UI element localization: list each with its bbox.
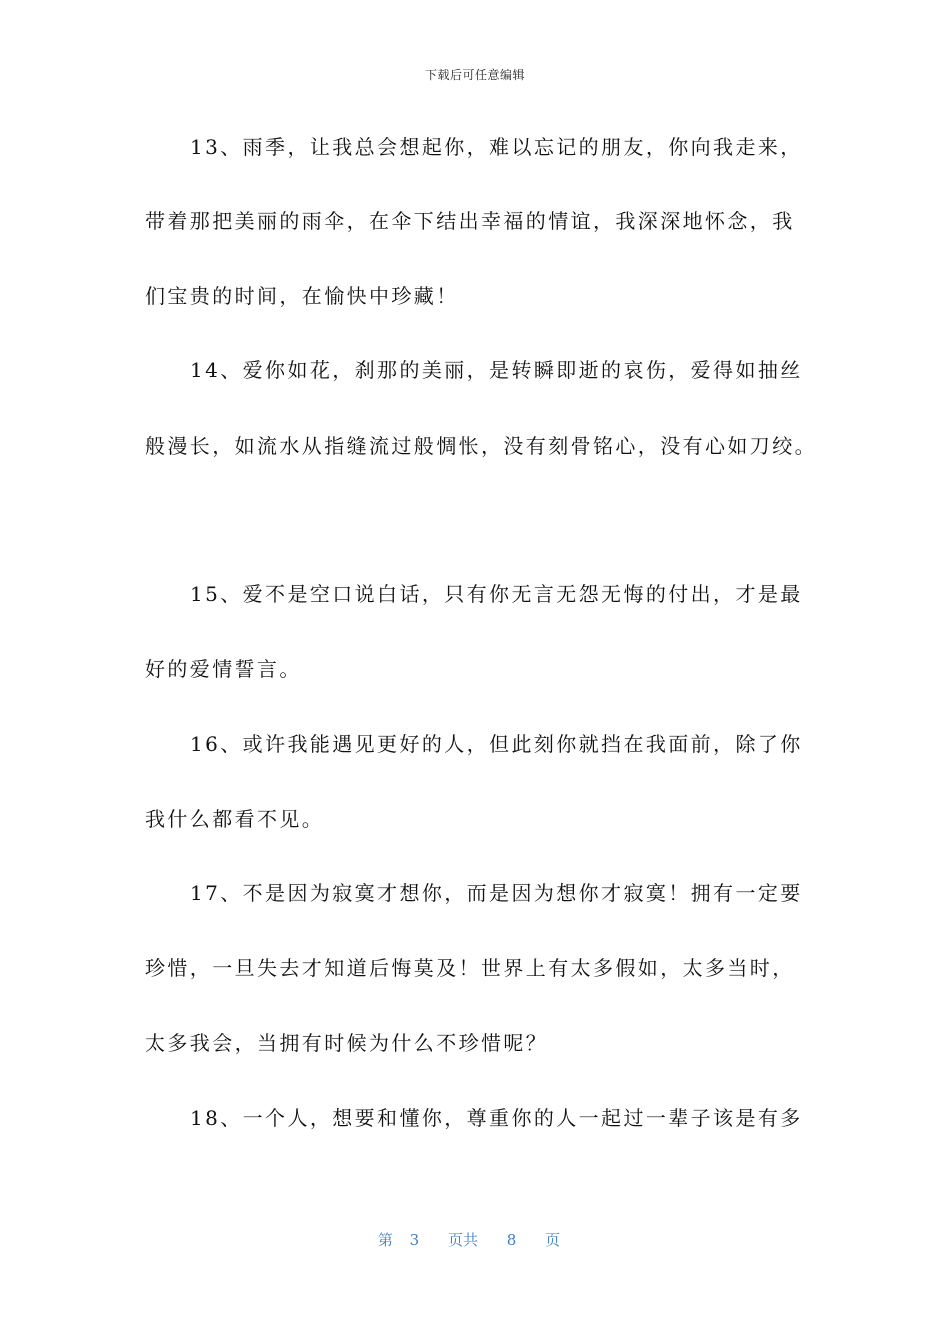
paragraph-15-line-1: 15、爱不是空口说白话，只有你无言无怨无悔的付出，才是最 <box>190 582 803 606</box>
footer-middle: 页共 <box>447 1231 478 1249</box>
paragraph-15-line-2: 好的爱情誓言。 <box>145 657 302 681</box>
current-page-number: 3 <box>409 1231 420 1249</box>
paragraph-13-line-1: 13、雨季，让我总会想起你，难以忘记的朋友，你向我走来， <box>190 135 803 159</box>
paragraph-18-line-1: 18、一个人，想要和懂你，尊重你的人一起过一辈子该是有多 <box>190 1106 803 1130</box>
paragraph-16-line-2: 我什么都看不见。 <box>145 807 325 831</box>
paragraph-14-line-1: 14、爱你如花，刹那的美丽，是转瞬即逝的哀伤，爱得如抽丝 <box>190 358 803 382</box>
page-header: 下载后可任意编辑 <box>424 68 525 82</box>
paragraph-13-line-3: 们宝贵的时间，在愉快中珍藏！ <box>145 284 459 308</box>
footer-prefix: 第 <box>377 1231 393 1249</box>
paragraph-17-line-3: 太多我会，当拥有时候为什么不珍惜呢？ <box>145 1031 549 1055</box>
paragraph-14-line-2: 般漫长，如流水从指缝流过般惆怅，没有刻骨铭心，没有心如刀绞。 <box>145 434 817 458</box>
paragraph-17-line-1: 17、不是因为寂寞才想你，而是因为想你才寂寞！拥有一定要 <box>190 881 803 905</box>
paragraph-13-line-2: 带着那把美丽的雨伞，在伞下结出幸福的情谊，我深深地怀念，我 <box>145 209 795 233</box>
paragraph-17-line-2: 珍惜，一旦失去才知道后悔莫及！世界上有太多假如，太多当时， <box>145 956 795 980</box>
footer-suffix: 页 <box>545 1231 561 1249</box>
paragraph-16-line-1: 16、或许我能遇见更好的人，但此刻你就挡在我面前，除了你 <box>190 732 803 756</box>
total-pages-number: 8 <box>506 1231 517 1249</box>
page-footer <box>0 1229 950 1250</box>
